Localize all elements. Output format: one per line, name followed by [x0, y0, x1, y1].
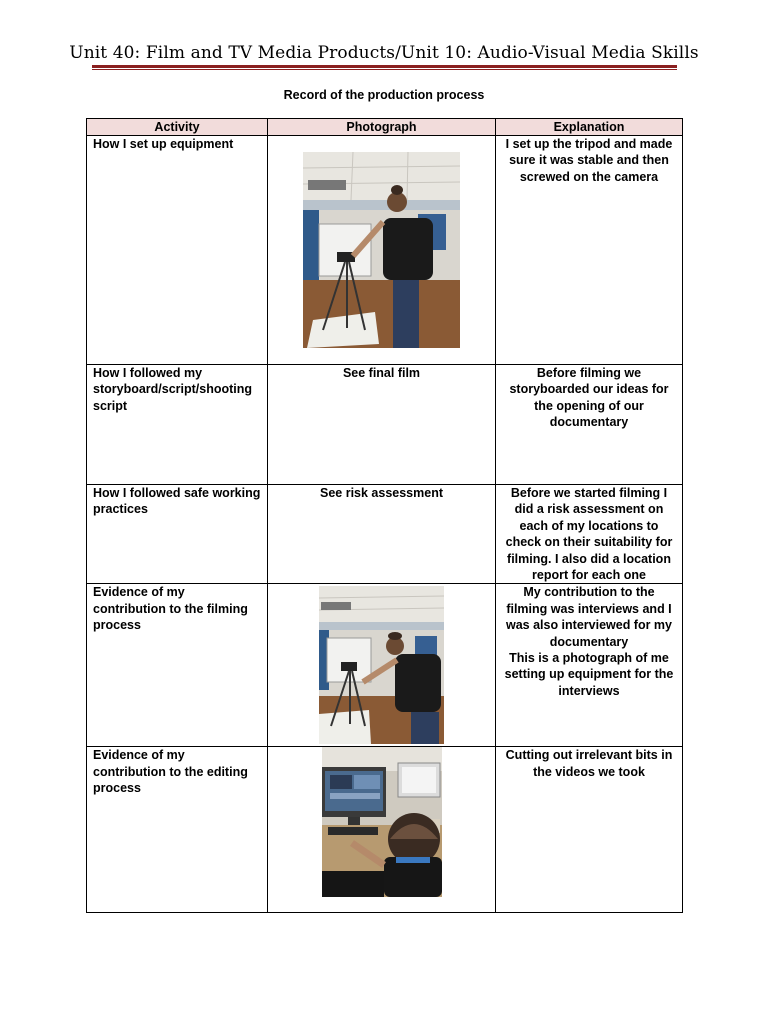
explanation-text-second: This is a photograph of me setting up equipment for the interviews [504, 651, 674, 698]
table-header-row [87, 119, 683, 136]
photo-interview-setup [319, 586, 444, 744]
table-row [87, 365, 683, 485]
activity-cell: How I followed safe working practices [87, 485, 268, 584]
explanation-cell: Cutting out irrelevant bits in the videos we took [496, 747, 683, 913]
explanation-cell: Before filming we storyboarded our ideas for the opening of our documentary [496, 365, 683, 485]
explanation-text: My contribution to the filming was interviews and I was also interviewed for my documentary [505, 585, 673, 649]
activity-cell: How I set up equipment [87, 136, 268, 365]
column-header-photograph: Photograph [268, 119, 496, 136]
photograph-cell [268, 747, 496, 913]
photograph-cell [268, 485, 496, 584]
activity-cell: Evidence of my contribution to the editing process [87, 747, 268, 913]
explanation-cell: I set up the tripod and made sure it was stable and then screwed on the camera [496, 136, 683, 365]
table-row [87, 136, 683, 365]
page-header-title: Unit 40: Film and TV Media Products/Unit 10: Audio-Visual Media Skills [69, 43, 699, 63]
table-row [87, 485, 683, 584]
header-rule [92, 65, 677, 68]
table-row [87, 584, 683, 747]
production-record-table [86, 118, 683, 913]
photograph-cell [268, 136, 496, 365]
column-header-explanation: Explanation [496, 119, 683, 136]
photograph-note: See final film [342, 366, 421, 380]
photograph-note: See risk assessment [319, 486, 443, 500]
header-rule-thin [92, 69, 677, 70]
activity-cell: Evidence of my contribution to the filming process [87, 584, 268, 747]
photograph-cell [268, 584, 496, 747]
document-subtitle: Record of the production process [283, 88, 485, 102]
explanation-cell [496, 584, 683, 747]
photo-tripod-setup [303, 152, 460, 348]
photograph-cell [268, 365, 496, 485]
activity-cell: How I followed my storyboard/script/shooting script [87, 365, 268, 485]
table-row [87, 747, 683, 913]
explanation-cell: Before we started filming I did a risk assessment on each of my locations to check on their suitability for filming. I also did a location report for each one [496, 485, 683, 584]
photo-editing [322, 747, 442, 897]
column-header-activity: Activity [87, 119, 268, 136]
